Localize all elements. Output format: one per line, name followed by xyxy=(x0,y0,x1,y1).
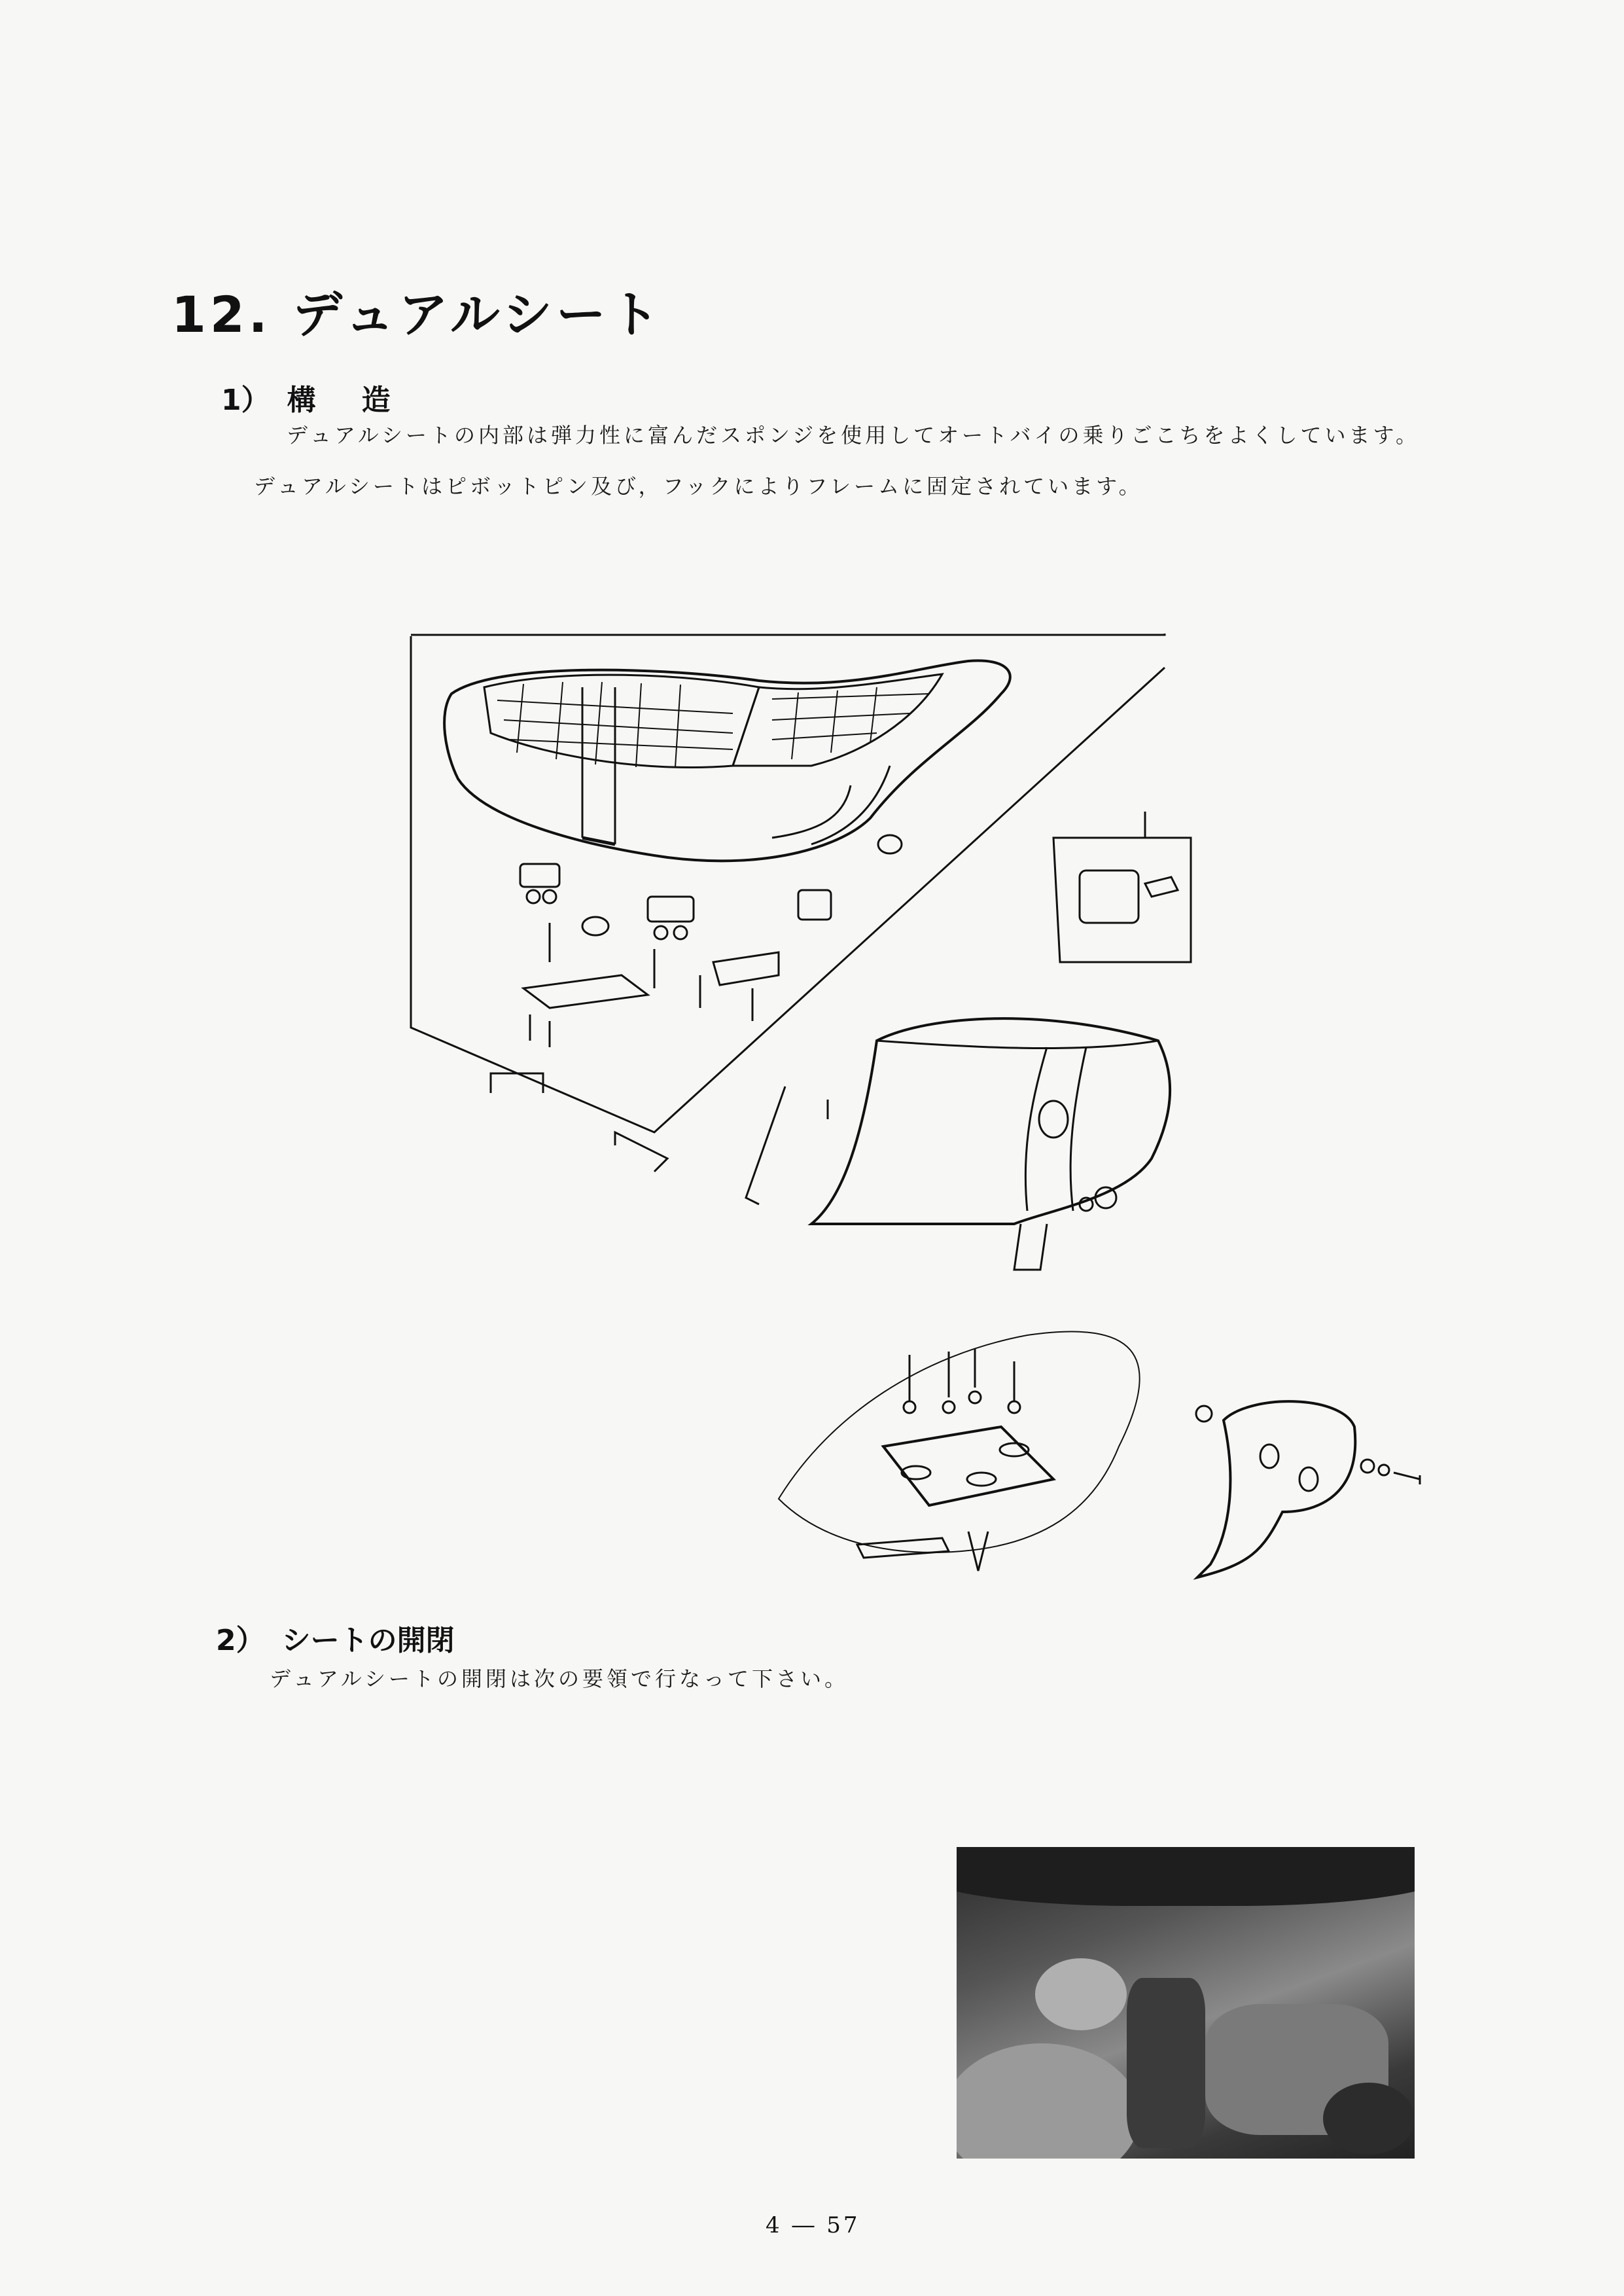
section-title: デュアルシート xyxy=(292,285,663,344)
seat-exploded-diagram xyxy=(393,622,1243,1276)
seat-opening-photo xyxy=(957,1847,1415,2159)
opening-paragraph-line-1: デュアルシートの開閉は次の要領で行なって下さい。 xyxy=(270,1666,849,1691)
structure-paragraph-line-1: デュアルシートの内部は弾力性に富んだスポンジを使用してオートバイの乗りごこちをよくしています。 xyxy=(287,423,1420,448)
structure-paragraph-line-2: デュアルシートはピボットピン及び，フックによりフレームに固定されています。 xyxy=(254,474,1143,499)
seat-base-plate-diagram xyxy=(752,1316,1439,1597)
subsection-heading-structure: 1） 構 造 xyxy=(221,384,391,417)
page-title xyxy=(171,275,663,346)
page-number: 4 ― 57 xyxy=(766,2212,860,2238)
subsection-number: 1） xyxy=(221,384,270,417)
section-number: 12. xyxy=(171,285,272,344)
subsection-heading-opening: 2） シートの開閉 xyxy=(216,1624,455,1657)
subsection-number: 2） xyxy=(216,1624,265,1657)
